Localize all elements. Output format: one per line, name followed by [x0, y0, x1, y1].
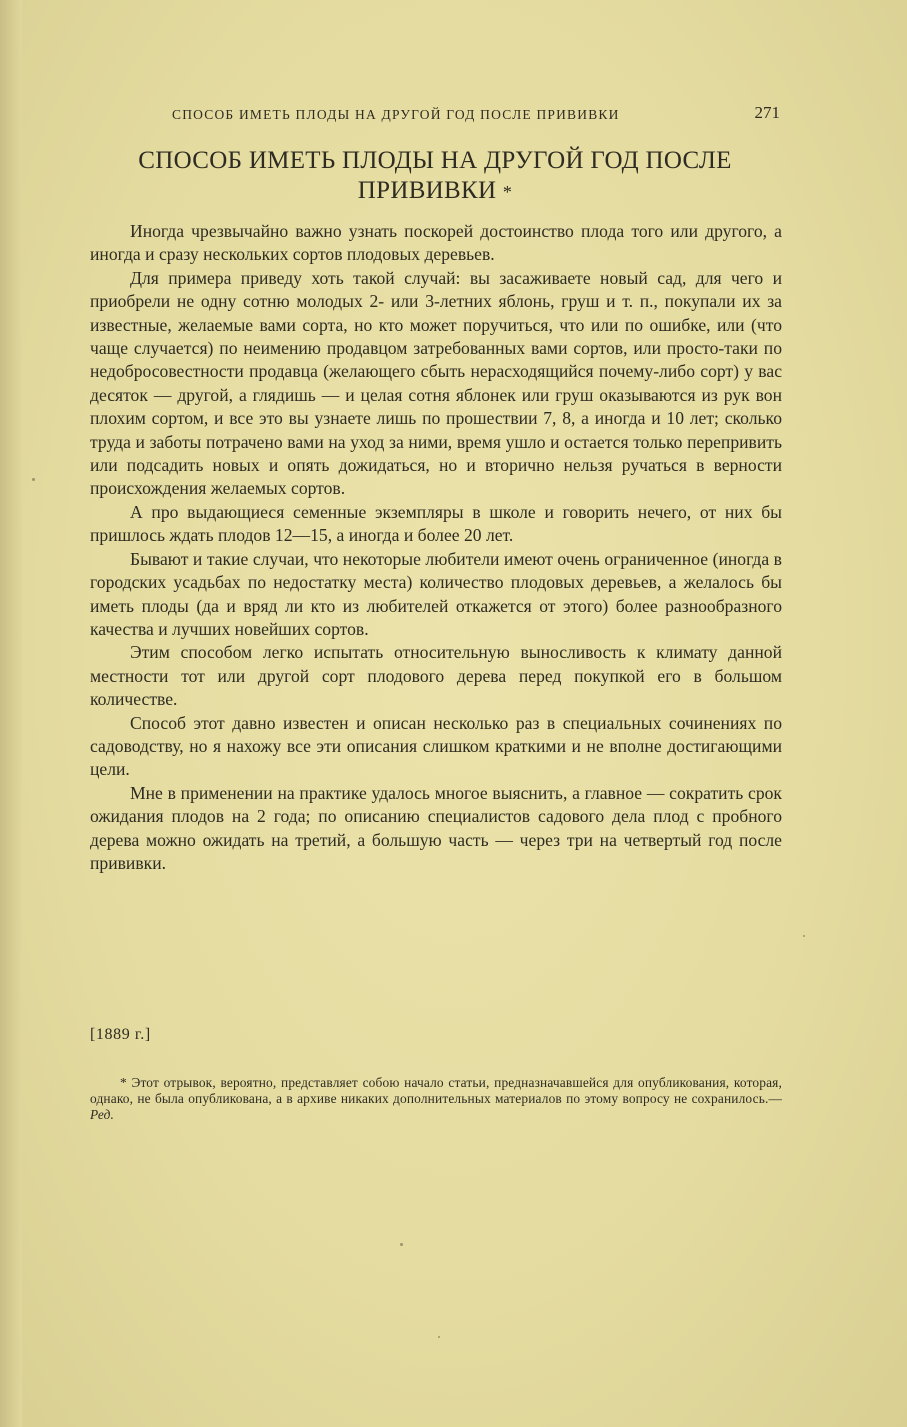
paragraph: Иногда чрезвычайно важно узнать поскорей достоинство плода того или другого, а иногда и сразу нескольких сортов плодовых деревьев.	[90, 221, 782, 265]
article-body	[90, 220, 782, 875]
paragraph: Этим способом легко испытать относительную выносливость к климату данной местности тот или другой сорт плодового дерева перед покупкой его в большом количестве.	[90, 642, 782, 710]
paper-speck	[803, 935, 805, 937]
article-title-line-1: СПОСОБ ИМЕТЬ ПЛОДЫ НА ДРУГОЙ ГОД ПОСЛЕ	[138, 147, 732, 174]
paragraph: Бывают и такие случаи, что некоторые любители имеют очень ограниченное (иногда в городских усадьбах по недостатку места) количество плодовых деревьев, а желалось бы иметь плоды (да и вряд ли кто из любителей откажется от этого) более разнообразного качества и лучших новейших сортов.	[90, 548, 782, 639]
paragraph: Для примера приведу хоть такой случай: вы засаживаете новый сад, для чего и приобрели не одну сотню молодых 2- или 3-летних яблонь, груш и т. п., покупали их за известные, желаемые вами сорта, но кто может поручиться, что или по ошибке, или (что чаще случается) по неимению продавцом затребованных вами сортов, или просто-таки по недобросовестности продавца (желающего сбыть нерасходящийся почему-либо сорт) у вас десяток — другой, а глядишь — и целая сотня яблонек или груш оказываются из рук вон плохим сортом, и все это вы узнаете лишь по прошествии 7, 8, а иногда и 10 лет; сколько труда и заботы потрачено вами на уход за ними, время ушло и остается только перепривить или подсадить новых и опять дожидаться, но и вторично нельзя ручаться в верности происхождения желаемых сортов.	[90, 267, 782, 499]
article-date: [1889 г.]	[90, 1026, 151, 1043]
page-number: 271	[754, 103, 780, 122]
paper-speck	[400, 1243, 403, 1246]
editor-mark: Ред.	[90, 1107, 115, 1122]
paper-speck	[438, 1336, 440, 1338]
page-gutter-shadow	[0, 0, 22, 1427]
paragraph: А про выдающиеся семенные экземпляры в школе и говорить нечего, от них бы пришлось ждать плодов 12—15, а иногда и более 20 лет.	[90, 501, 782, 546]
running-head	[172, 103, 782, 127]
article-title	[90, 146, 780, 207]
footnote-text: * Этот отрывок, вероятно, представляет собою начало статьи, предназначавшейся для опубликования, которая, однако, не была опубликована, а в архиве никаких дополнительных материалов по этому вопросу не сохранилось.—	[90, 1075, 782, 1106]
paragraph: Способ этот давно известен и описан несколько раз в специальных сочинениях по садоводству, но я нахожу все эти описания слишком краткими и не вполне достигающими цели.	[90, 712, 782, 780]
footnote	[90, 1075, 782, 1123]
running-head-title: СПОСОБ ИМЕТЬ ПЛОДЫ НА ДРУГОЙ ГОД ПОСЛЕ ПРИВИВКИ	[172, 107, 620, 122]
article-title-line-2: ПРИВИВКИ	[357, 177, 497, 204]
footnote-marker: *	[502, 182, 513, 202]
paper-speck	[32, 478, 35, 481]
paragraph: Мне в применении на практике удалось многое выяснить, а главное — сократить срок ожидания плодов на 2 года; по описанию специалистов садового дела плод с пробного дерева можно ожидать на третий, а большую часть — через три на четвертый год после прививки.	[90, 782, 782, 873]
